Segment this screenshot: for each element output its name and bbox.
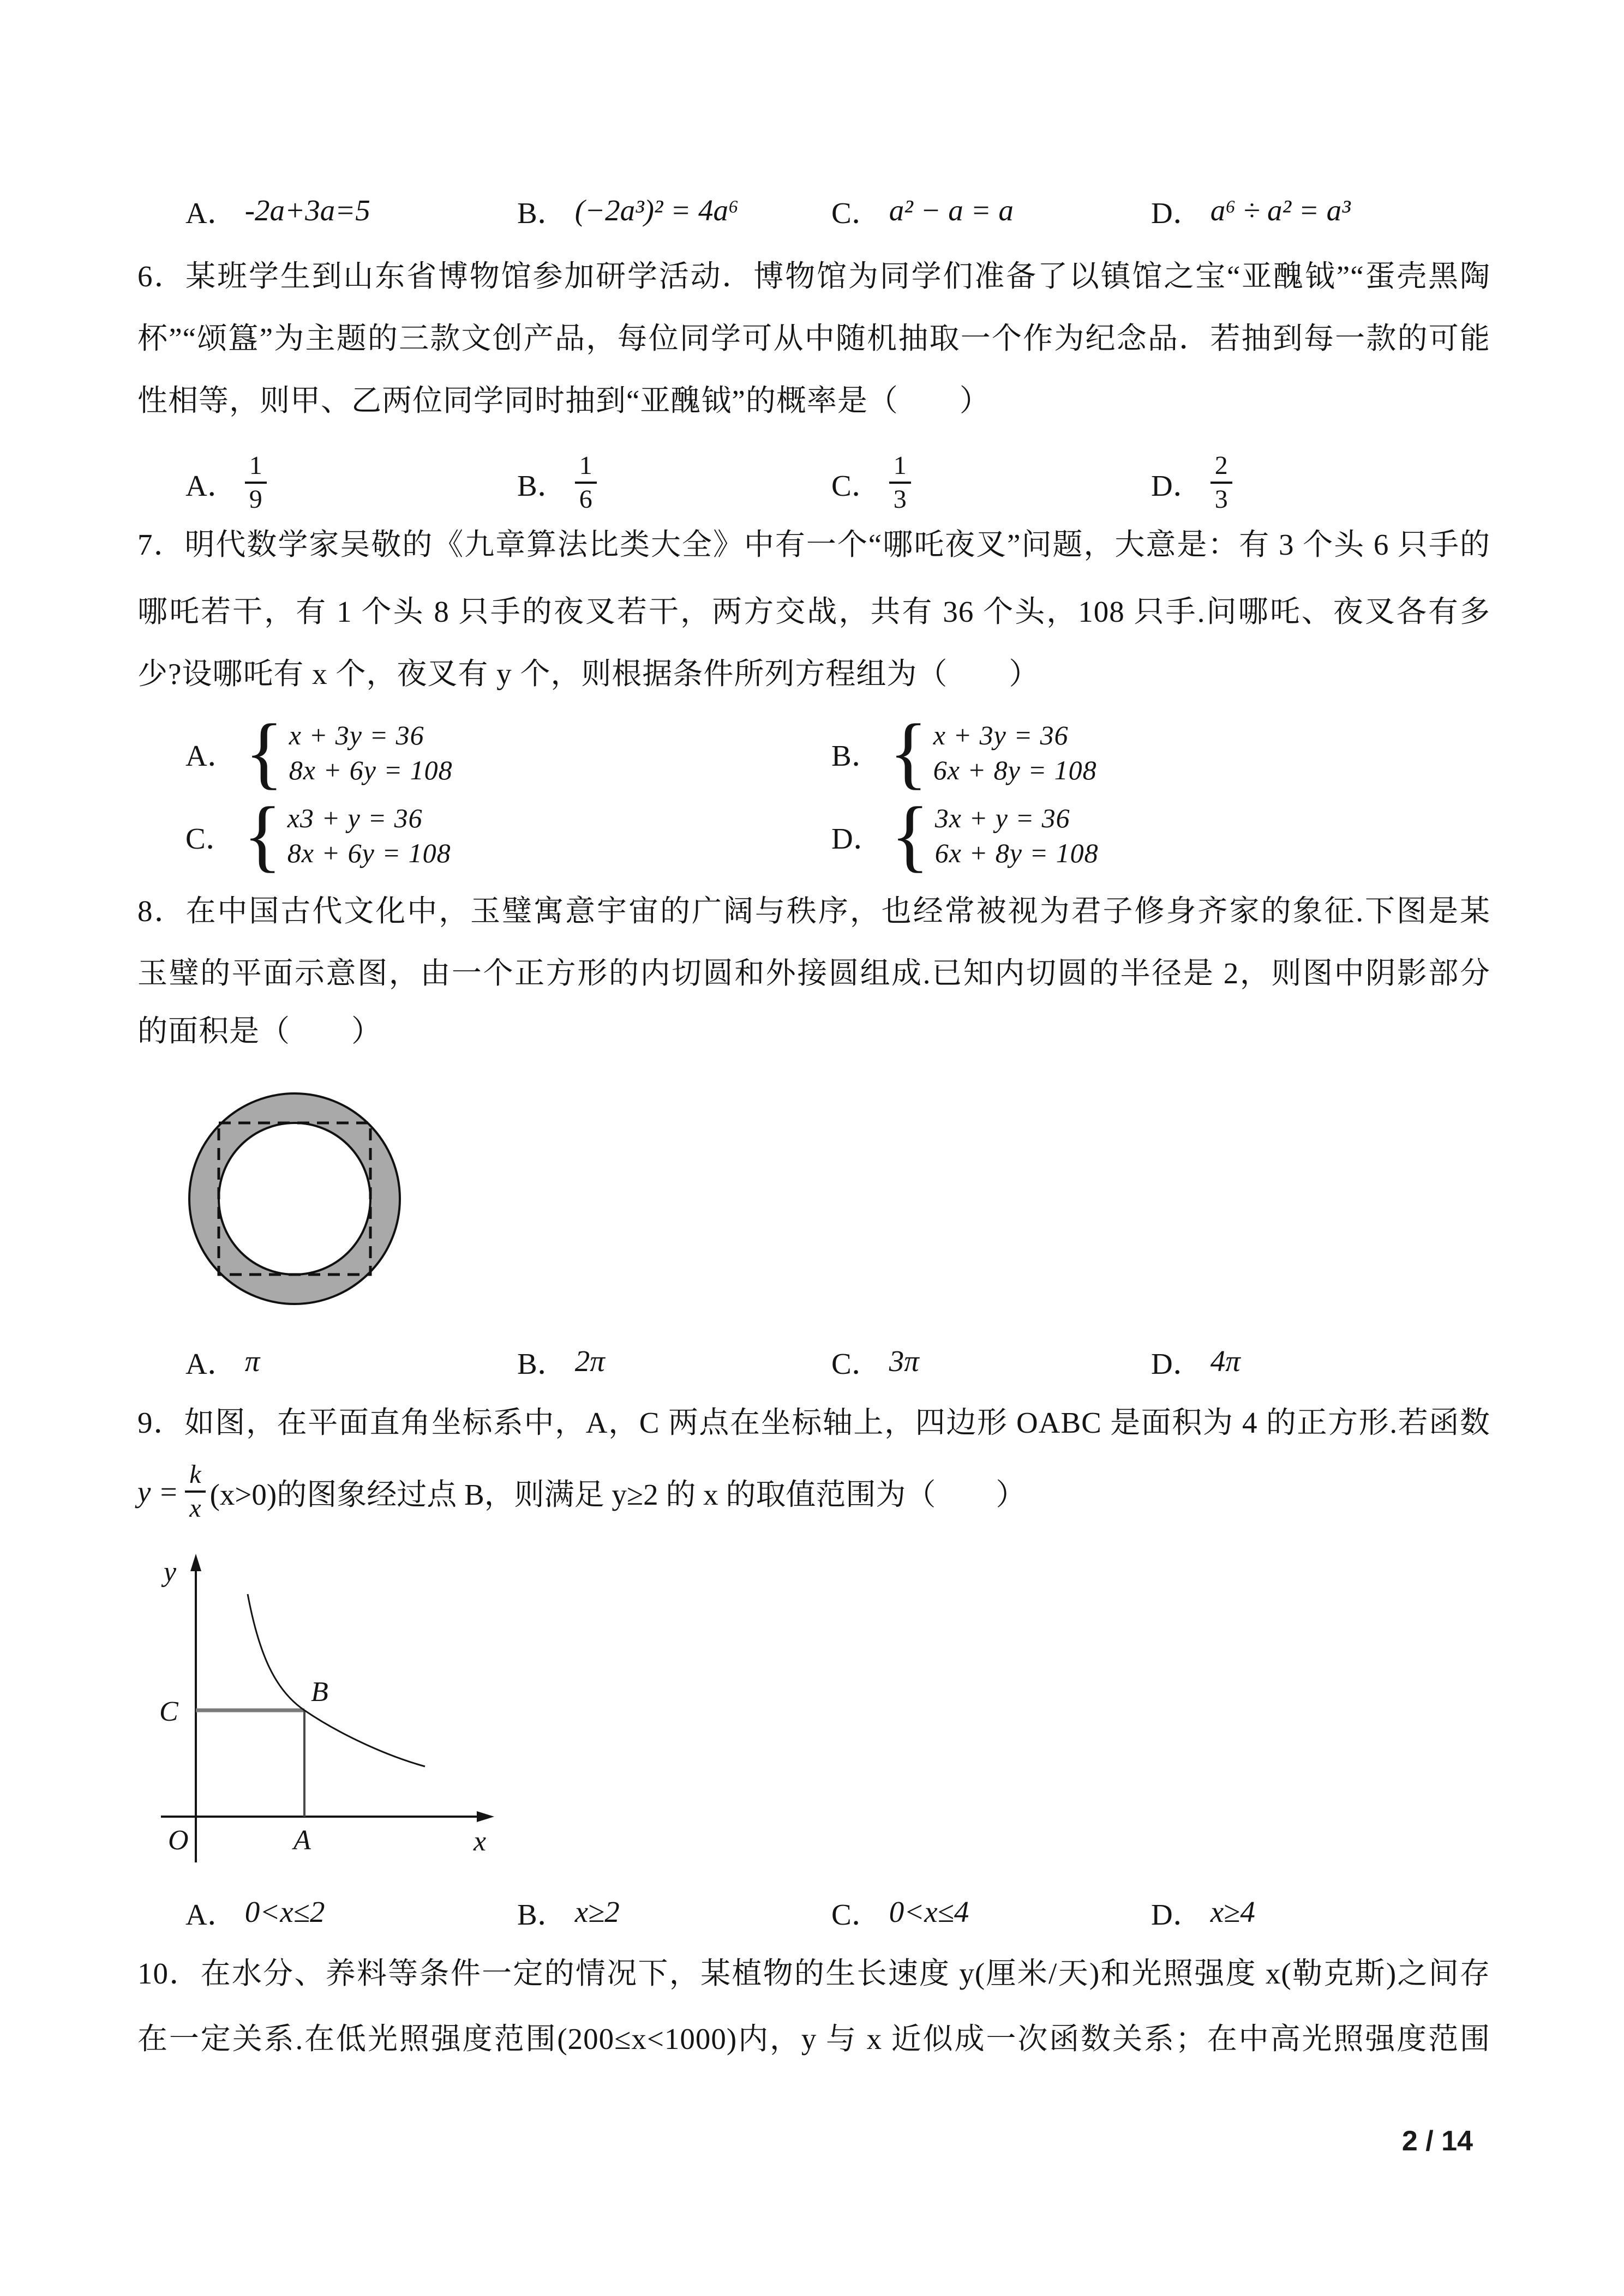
q9-line-1: 9．如图，在平面直角坐标系中，A，C 两点在坐标轴上，四边形 OABC 是面积为 4 的正方形.若函数 — [137, 1406, 1490, 1439]
q8-option-c-label: C． — [831, 1347, 882, 1380]
q9-option-b-label: B． — [517, 1897, 567, 1931]
q8-option-a — [185, 1336, 260, 1385]
q8-option-d-label: D． — [1151, 1347, 1203, 1380]
q6-option-a — [185, 447, 267, 518]
q5-option-b — [517, 175, 739, 245]
equation-2: 6x + 8y = 108 — [933, 755, 1097, 785]
q8-option-d — [1151, 1336, 1241, 1385]
q6-option-a-label: A． — [185, 468, 237, 502]
q6-line-3: 性相等，则甲、乙两位同学同时抽到“亚醜钺”的概率是（ ） — [137, 384, 990, 417]
q5-option-a-text: -2a+3a=5 — [244, 193, 370, 227]
label-B: B — [311, 1676, 328, 1708]
q6-option-c-label: C． — [831, 468, 882, 502]
q8-option-a-text: π — [244, 1344, 260, 1378]
q8-option-b-text: 2π — [574, 1344, 605, 1378]
label-x: x — [474, 1826, 487, 1857]
fraction-numerator: 1 — [575, 450, 597, 484]
q9-option-b — [517, 1887, 620, 1936]
q5-option-a — [185, 175, 370, 245]
label-y: y — [164, 1556, 177, 1588]
q7-option-d-label: D． — [831, 821, 883, 855]
q7-option-a-label: A． — [185, 738, 237, 772]
q8-option-d-text: 4π — [1210, 1344, 1241, 1378]
q6-option-d-label: D． — [1151, 468, 1203, 502]
q8-line-1: 8．在中国古代文化中，玉璧寓意宇宙的广阔与秩序，也经常被视为君子修身齐家的象征.下图是某 — [137, 894, 1490, 928]
q5-option-c-label: C． — [831, 196, 882, 230]
q6-option-c — [831, 447, 911, 518]
q5-option-a-label: A． — [185, 196, 237, 230]
q5-option-c-text: a² − a = a — [889, 193, 1014, 227]
formula-lhs: y = — [137, 1475, 179, 1508]
q7-option-a — [185, 708, 453, 797]
fraction-numerator: k — [185, 1459, 205, 1493]
q8-line-2: 玉璧的平面示意图，由一个正方形的内切圆和外接圆组成.已知内切圆的半径是 2，则图中阴影部分 — [137, 957, 1490, 990]
q6-option-b-fraction — [575, 450, 597, 515]
q10-line-1: 10．在水分、养料等条件一定的情况下，某植物的生长速度 y(厘米/天)和光照强度 x(勒克斯)之间存 — [137, 1957, 1490, 1990]
hyperbola-curve — [248, 1594, 425, 1766]
equation-1: 3x + y = 36 — [934, 803, 1070, 833]
q5-option-d-text: a⁶ ÷ a² = a³ — [1210, 193, 1351, 227]
q7-option-c-system — [287, 802, 451, 869]
q9-option-a-text: 0<x≤2 — [244, 1895, 325, 1928]
q7-option-d-system — [935, 802, 1099, 869]
inner-circle — [219, 1123, 370, 1275]
q6-option-d — [1151, 447, 1232, 518]
q5-option-b-text: (−2a³)² = 4a⁶ — [574, 193, 739, 227]
equation-2: 8x + 6y = 108 — [289, 755, 453, 785]
q7-line-2: 哪吒若干，有 1 个头 8 只手的夜叉若干，两方交战，共有 36 个头，108 只手.问哪吒、夜叉各有多 — [137, 595, 1490, 628]
fraction-numerator: 1 — [245, 450, 267, 484]
fraction-denominator: 3 — [1214, 485, 1228, 514]
q6-option-d-fraction — [1210, 450, 1232, 515]
fraction-denominator: 6 — [579, 485, 592, 514]
fraction-denominator: x — [189, 1494, 201, 1523]
fraction-numerator: 1 — [889, 450, 911, 484]
equation-1: x3 + y = 36 — [287, 803, 423, 833]
hyperbola-figure — [147, 1552, 502, 1871]
q9-option-d-text: x≥4 — [1210, 1895, 1255, 1928]
jade-disc-figure — [185, 1086, 404, 1311]
q8-option-b — [517, 1336, 605, 1385]
q9-option-c-label: C． — [831, 1897, 882, 1931]
q9-option-b-text: x≥2 — [574, 1895, 620, 1928]
q5-option-c — [831, 175, 1014, 245]
q10-line-2: 在一定关系.在低光照强度范围(200≤x<1000)内，y 与 x 近似成一次函数关系；在中高光照强度范围 — [137, 2022, 1490, 2055]
q9-option-d-label: D． — [1151, 1897, 1203, 1931]
q9-option-a-label: A． — [185, 1897, 237, 1931]
q9-option-a — [185, 1887, 325, 1936]
q7-line-3: 少?设哪吒有 x 个，夜叉有 y 个，则根据条件所列方程组为（ ） — [137, 657, 1040, 690]
label-C: C — [159, 1696, 178, 1727]
q8-option-c — [831, 1336, 919, 1385]
q7-option-b — [831, 708, 1097, 797]
q6-option-b — [517, 447, 597, 518]
q8-line-3: 的面积是（ ） — [137, 1014, 382, 1048]
system-brace: { — [243, 791, 282, 880]
q7-option-c-label: C． — [185, 821, 236, 855]
q6-line-1: 6．某班学生到山东省博物馆参加研学活动．博物馆为同学们准备了以镇馆之宝“亚醜钺”“蛋壳黑陶 — [137, 260, 1490, 293]
y-axis-arrow-icon — [190, 1554, 201, 1571]
formula-fraction — [185, 1459, 205, 1524]
fraction-denominator: 9 — [249, 485, 262, 514]
q7-option-b-label: B． — [831, 738, 882, 772]
label-A: A — [293, 1825, 311, 1856]
equation-1: x + 3y = 36 — [289, 720, 424, 750]
q7-option-c — [185, 791, 451, 880]
q6-line-2: 杯”“颂簋”为主题的三款文创产品，每位同学可从中随机抽取一个作为纪念品．若抽到每一款的可能 — [137, 322, 1490, 355]
page-number: 2 / 14 — [1401, 2125, 1473, 2157]
system-brace: { — [890, 791, 930, 880]
q9-formula-line — [137, 1451, 1026, 1532]
formula-condition-text: (x>0)的图象经过点 B，则满足 y≥2 的 x 的取值范围为（ ） — [209, 1477, 1026, 1511]
q7-option-a-system — [289, 719, 453, 786]
q7-option-b-system — [933, 719, 1097, 786]
equation-2: 8x + 6y = 108 — [287, 838, 451, 868]
q7-option-d — [831, 791, 1099, 880]
q8-option-c-text: 3π — [889, 1344, 919, 1378]
q5-option-d-label: D． — [1151, 196, 1203, 230]
q6-option-b-label: B． — [517, 468, 567, 502]
q5-option-b-label: B． — [517, 196, 567, 230]
q5-option-d — [1151, 175, 1351, 245]
x-axis-arrow-icon — [477, 1811, 494, 1822]
fraction-numerator: 2 — [1210, 450, 1232, 484]
q7-line-1: 7．明代数学家吴敬的《九章算法比类大全》中有一个“哪吒夜叉”问题，大意是：有 3 个头 6 只手的 — [137, 528, 1490, 561]
q6-option-c-fraction — [889, 450, 911, 515]
system-brace: { — [889, 708, 928, 797]
q6-option-a-fraction — [245, 450, 267, 515]
equation-1: x + 3y = 36 — [933, 720, 1069, 750]
system-brace: { — [244, 708, 284, 797]
q9-option-d — [1151, 1887, 1255, 1936]
fraction-denominator: 3 — [893, 485, 907, 514]
q9-option-c-text: 0<x≤4 — [889, 1895, 969, 1928]
q8-option-b-label: B． — [517, 1347, 567, 1380]
label-O: O — [168, 1825, 189, 1856]
q8-option-a-label: A． — [185, 1347, 237, 1380]
equation-2: 6x + 8y = 108 — [934, 838, 1099, 868]
q9-option-c — [831, 1887, 969, 1936]
